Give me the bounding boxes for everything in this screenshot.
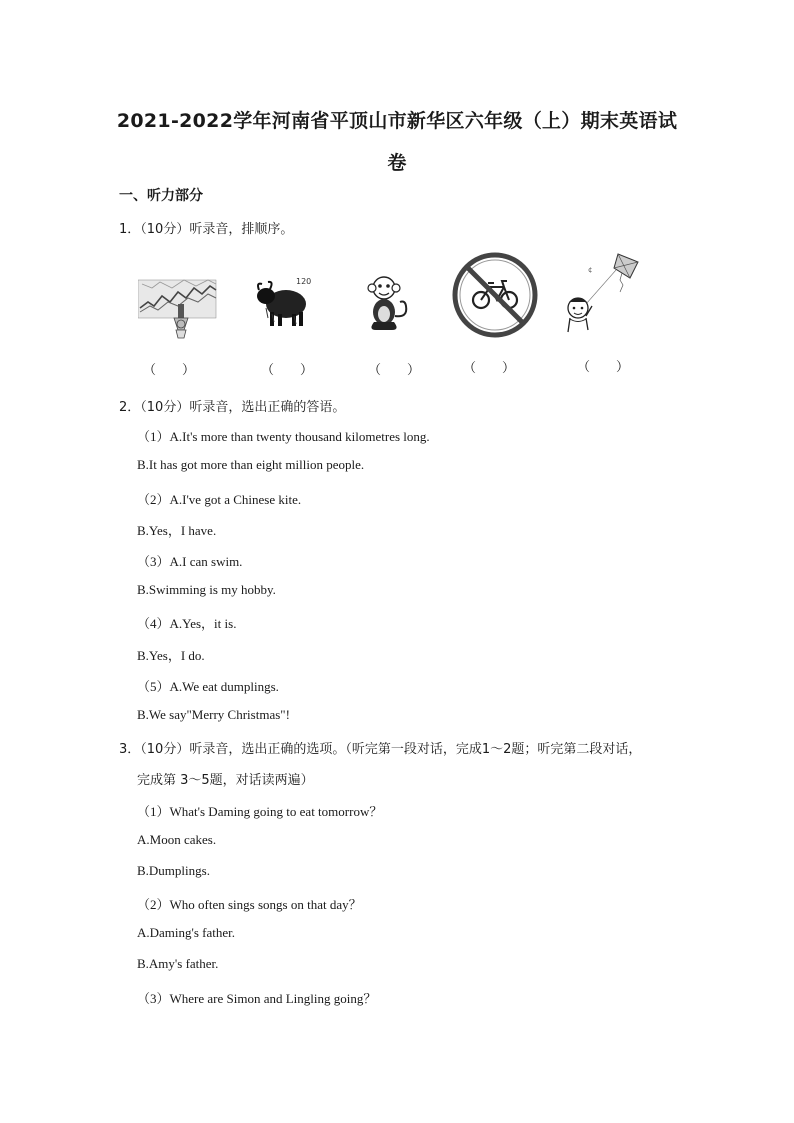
answer-blank-3[interactable]: （ ） bbox=[368, 363, 421, 378]
q2-item-4-option-a: （4）A.Yes，it is. bbox=[137, 616, 237, 631]
q3-item-1-question: （1）What's Daming going to eat tomorrow？ bbox=[137, 804, 383, 819]
no-bicycles-sign-icon bbox=[452, 252, 538, 338]
answer-blank-1[interactable]: （ ） bbox=[143, 363, 196, 378]
q3-item-3-question: （3）Where are Simon and Lingling going？ bbox=[137, 991, 377, 1006]
q2-item-1-option-a: （1）A.It's more than twenty thousand kilometres long. bbox=[137, 429, 430, 444]
exam-title-line-2: 卷 bbox=[387, 152, 407, 174]
q2-item-4-option-b: B.Yes，I do. bbox=[137, 648, 205, 663]
monkey-icon bbox=[362, 274, 414, 334]
q3-item-2-option-b: B.Amy's father. bbox=[137, 956, 219, 971]
q2-item-2-option-b: B.Yes，I have. bbox=[137, 523, 217, 538]
exam-title-line-1: 2021-2022学年河南省平顶山市新华区六年级（上）期末英语试 bbox=[116, 110, 678, 132]
question-1-stem: 1．（10分）听录音，排顺序。 bbox=[119, 222, 294, 237]
answer-blank-2[interactable]: （ ） bbox=[261, 363, 314, 378]
great-wall-icon bbox=[138, 272, 218, 346]
q3-item-1-option-a: A.Moon cakes. bbox=[137, 832, 217, 847]
answer-blank-4[interactable]: （ ） bbox=[463, 361, 516, 376]
section-heading-listening: 一、听力部分 bbox=[119, 188, 203, 204]
q3-item-1-option-b: B.Dumplings. bbox=[137, 863, 210, 878]
question-3-stem-line-2: 完成第 3～5题，对话读两遍） bbox=[137, 773, 314, 788]
q3-item-2-option-a: A.Daming's father. bbox=[137, 925, 236, 940]
q2-item-5-option-a: （5）A.We eat dumplings. bbox=[137, 679, 279, 694]
q3-item-2-question: （2）Who often sings songs on that day？ bbox=[137, 897, 362, 912]
svg-text:120: 120 bbox=[296, 277, 312, 286]
q2-item-3-option-a: （3）A.I can swim. bbox=[137, 554, 243, 569]
boy-flying-kite-icon bbox=[560, 252, 642, 334]
q2-item-3-option-b: B.Swimming is my hobby. bbox=[137, 582, 276, 597]
q2-item-2-option-a: （2）A.I've got a Chinese kite. bbox=[137, 492, 302, 507]
answer-blank-5[interactable]: （ ） bbox=[577, 360, 630, 375]
question-2-stem: 2．（10分）听录音，选出正确的答语。 bbox=[119, 400, 346, 415]
question-3-stem-line-1: 3．（10分）听录音，选出正确的选项。（听完第一段对话，完成1～2题；听完第二段对话， bbox=[119, 742, 642, 757]
svg-text:¢: ¢ bbox=[588, 266, 593, 274]
q2-item-5-option-b: B.We say"Merry Christmas"! bbox=[137, 707, 290, 722]
q2-item-1-option-b: B.It has got more than eight million people. bbox=[137, 457, 365, 472]
yak-icon bbox=[254, 274, 314, 330]
